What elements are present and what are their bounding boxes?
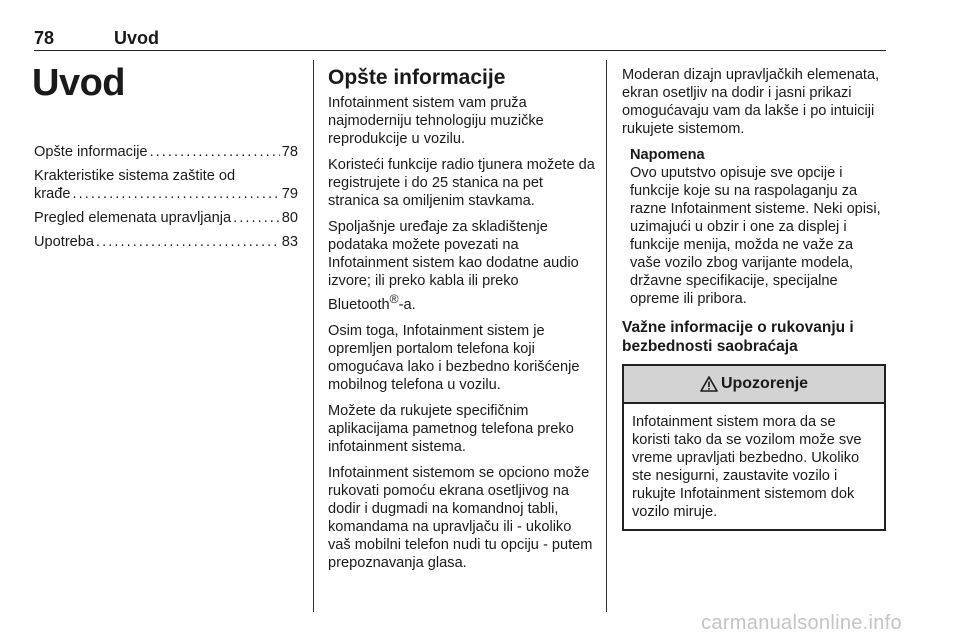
warning-triangle-icon xyxy=(700,376,718,392)
general-info-column xyxy=(328,60,598,580)
note-text: Ovo uputstvo opisuje sve opcije i funkcije koje su na raspolaganju za razne Infotainment sisteme. Neki opisi, uzimajući u obzir i one za displej i funkcije menija, možda ne važe za vaše vozilo zbog varijante modela, državne specifikacije, specijalne opreme ili pribora. xyxy=(630,165,881,307)
body-paragraph: Koristeći funkcije radio tjunera možete da registrujete i do 25 stanica na pet stranica sa omiljenim stavkama. xyxy=(328,157,595,209)
warning-box xyxy=(622,364,886,531)
page-number: 78 xyxy=(34,28,55,48)
toc-entry-title: Opšte informacije xyxy=(34,144,148,160)
toc-entry-page: 83 xyxy=(281,234,298,250)
toc-entry-title: krađe xyxy=(34,186,71,202)
toc-entry-title-line: Krakteristike sistema zaštite od xyxy=(34,168,236,184)
toc-entry[interactable] xyxy=(34,209,298,227)
page-header xyxy=(34,24,886,51)
subsection-heading: Važne informacije o rukovanju i bezbednosti saobraćaja xyxy=(622,319,854,355)
warning-title: Upozorenje xyxy=(720,375,809,392)
toc-entry[interactable] xyxy=(34,167,298,203)
toc-column xyxy=(34,60,298,257)
toc-entry-page: 80 xyxy=(281,210,298,226)
toc-entry-page: 79 xyxy=(281,186,298,202)
toc-entry[interactable] xyxy=(34,143,298,161)
body-paragraph: Infotainment sistem vam pruža najmoderniju tehnologiju muzičke reprodukcije u vozilu. xyxy=(328,95,544,147)
column-divider-1 xyxy=(313,60,314,612)
registered-mark: ® xyxy=(389,292,399,306)
toc-entry-title: Upotreba xyxy=(34,234,95,250)
warning-text: Infotainment sistem mora da se koristi tako da se vozilom može sve vreme upravljati bezbedno. Ukoliko ste nesigurni, zaustavite vozilo i rukujte Infotainment sistemom dok vozilo miruje. xyxy=(632,414,862,520)
running-header-title: Uvod xyxy=(114,28,159,48)
toc-leader xyxy=(96,233,280,251)
body-paragraph: Moderan dizajn upravljačkih elemenata, ekran osetljiv na dodir i jasni prikazi omogućavaju vam da lakše i po intuiciji rukujete sistemom. xyxy=(622,67,880,137)
body-text: Spoljašnje uređaje za skladištenje podataka možete povezati na Infotainment sistem kao dodatne audio izvore; ili preko kabla ili preko Bluetooth xyxy=(328,219,579,313)
toc-leader xyxy=(233,209,280,227)
chapter-title: Uvod xyxy=(32,62,125,104)
toc-leader xyxy=(150,143,280,161)
body-paragraph: Možete da rukujete specifičnim aplikacijama pametnog telefona preko infotainment sistema. xyxy=(328,402,574,455)
note-box xyxy=(630,146,886,308)
watermark: carmanualsonline.info xyxy=(701,612,902,634)
column-divider-2 xyxy=(606,60,607,612)
toc-entry[interactable] xyxy=(34,233,298,251)
toc-entry-page: 78 xyxy=(281,144,298,160)
toc-leader xyxy=(73,185,280,203)
design-column xyxy=(622,60,886,531)
toc-entry-title: Pregled elemenata upravljanja xyxy=(34,210,232,226)
table-of-contents xyxy=(34,143,298,251)
warning-header xyxy=(624,366,884,404)
body-paragraph-external-devices xyxy=(328,218,598,314)
section-heading: Opšte informacije xyxy=(328,66,506,89)
note-label: Napomena xyxy=(630,147,705,163)
body-paragraph: Osim toga, Infotainment sistem je opremljen portalom telefona koji omogućava lako i bezbedno korišćenje mobilnog telefona u vozilu. xyxy=(328,322,580,393)
body-text: -a. xyxy=(398,296,416,313)
body-paragraph: Infotainment sistemom se opciono može rukovati pomoću ekrana osetljivog na dodir i dugmadi na komandnoj tabli, komandama na upravljaču ili - ukoliko vaš mobilni telefon nudi tu opciju - putem prepoznavanja glasa. xyxy=(328,464,593,571)
